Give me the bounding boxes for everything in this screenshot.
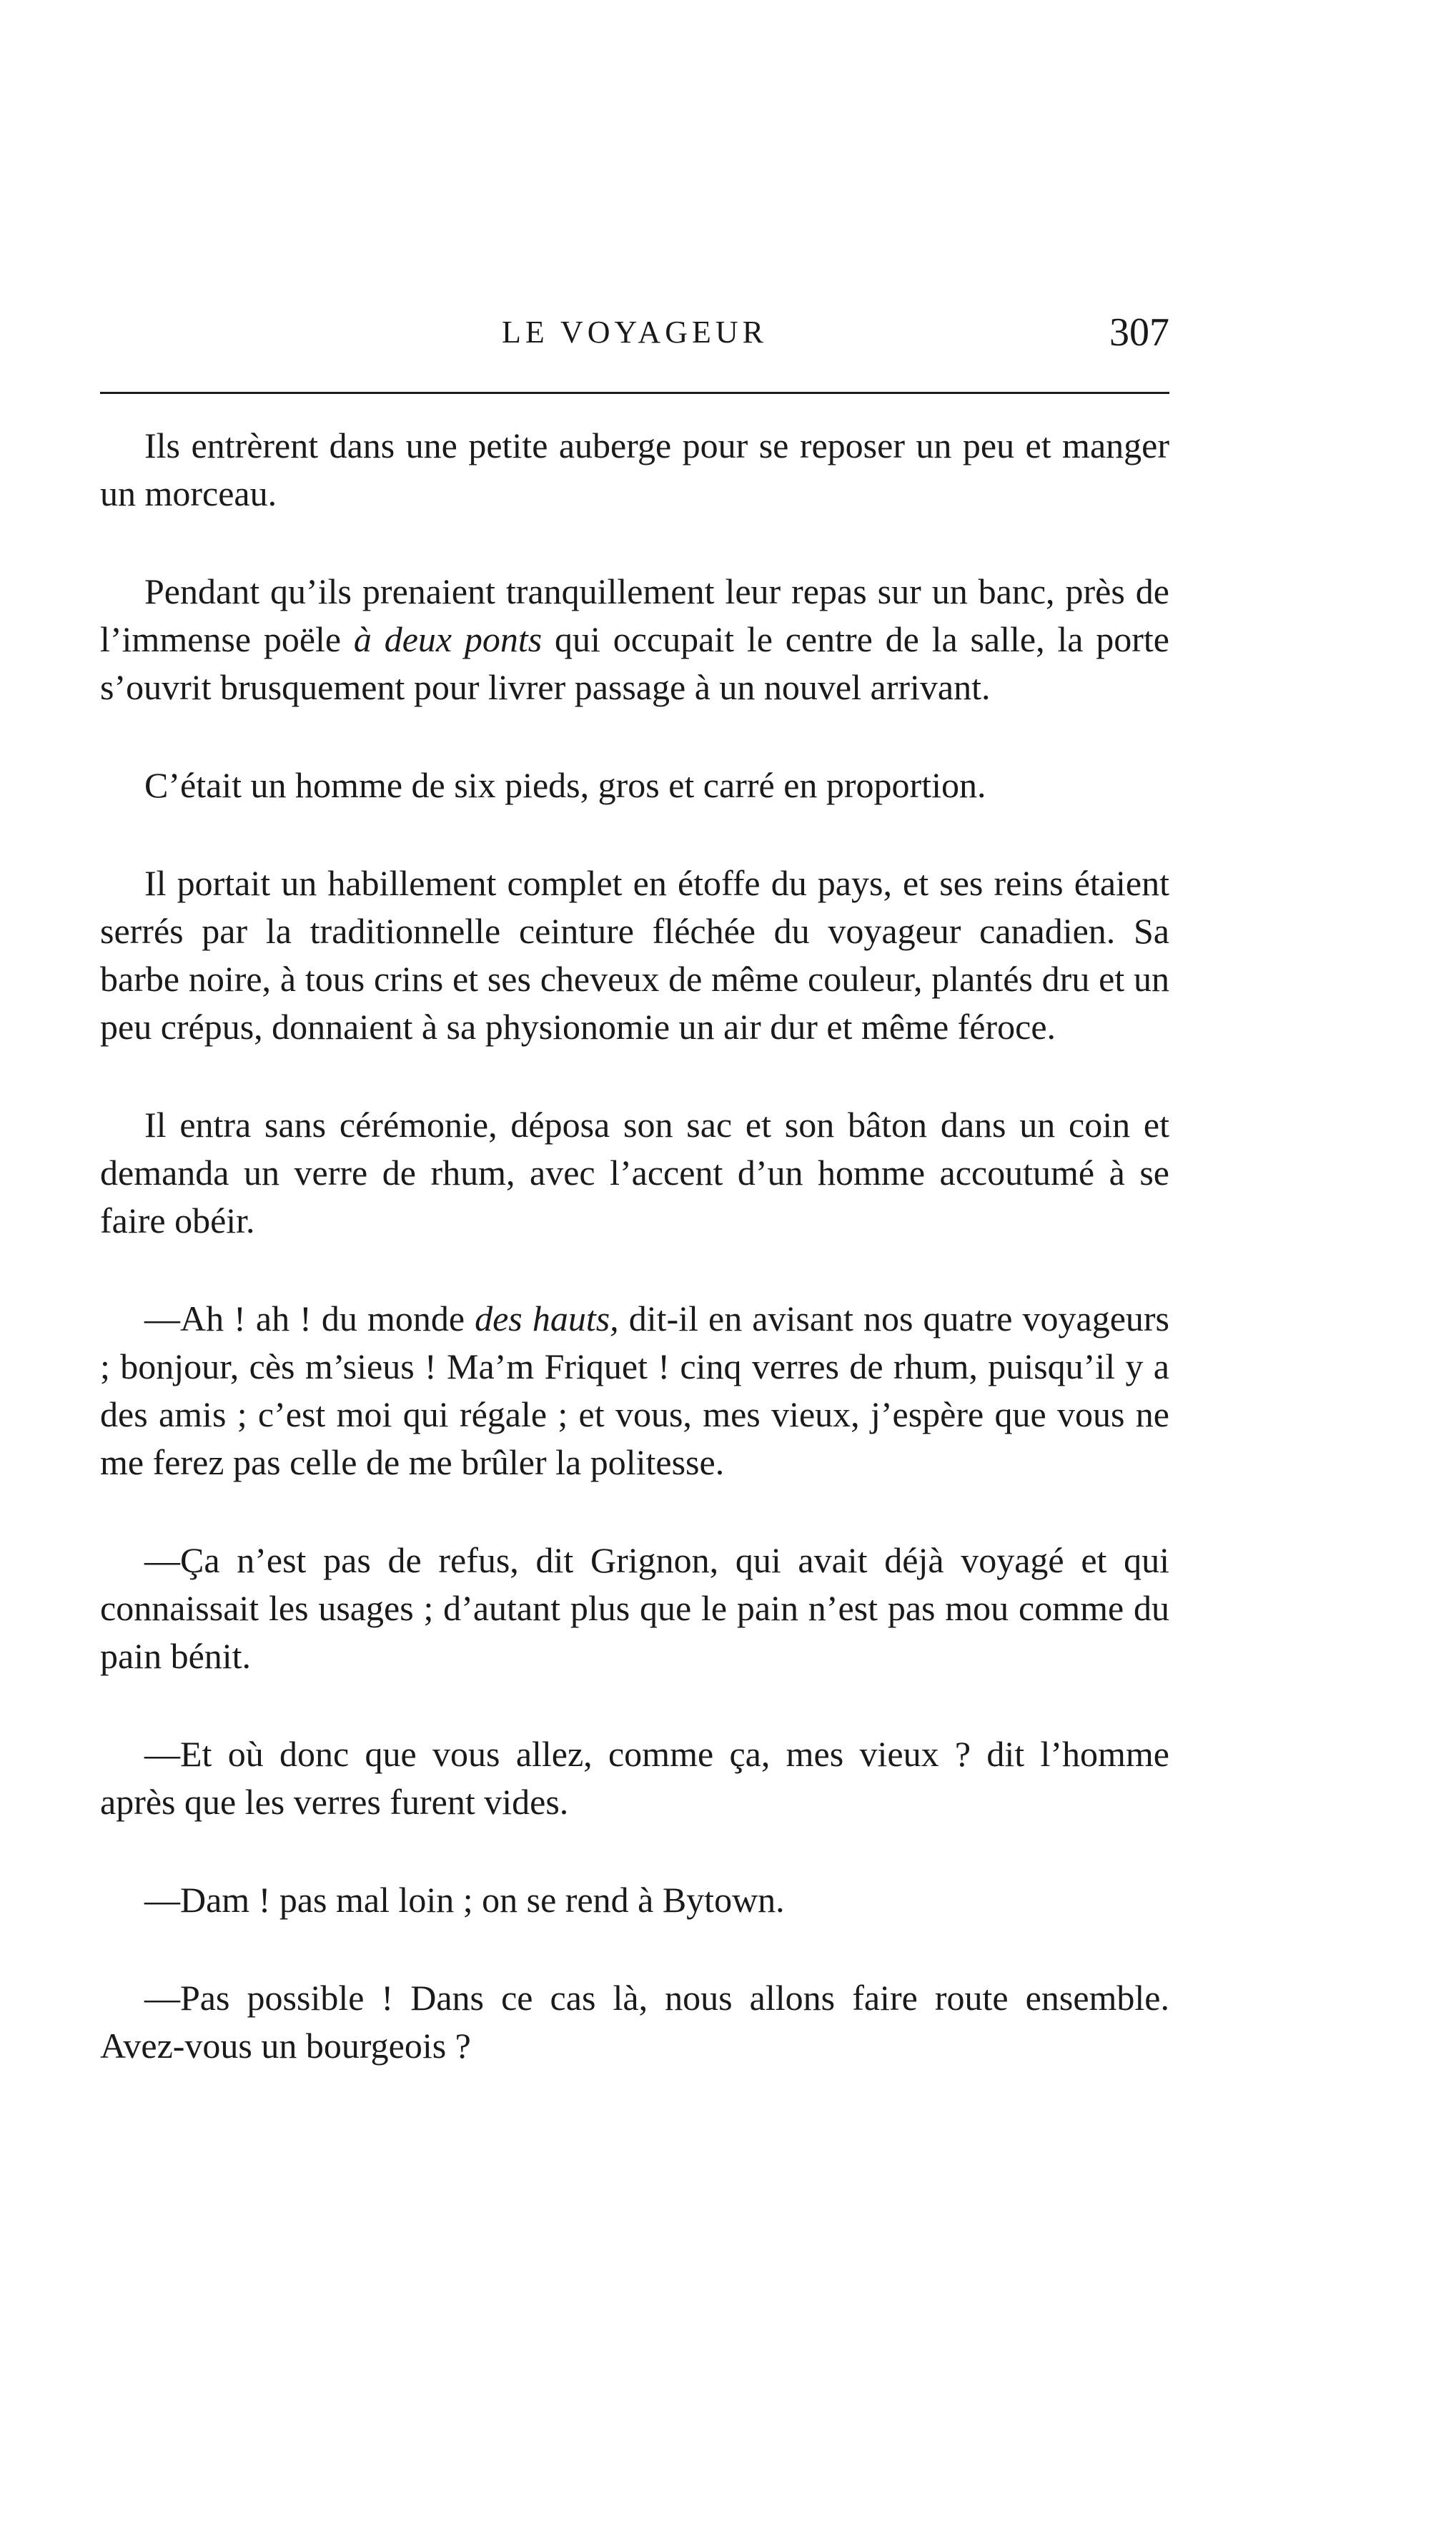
paragraph-2-start: Pendant qu’ils prenaient tranquillement leur repas sur un banc, près de l’immense poële [100, 571, 1169, 659]
paragraph-2-end: qui occupait le centre de la salle, la porte s’ouvrit brusquement pour livrer passage à un nouvel arrivant. [100, 619, 1169, 707]
paragraph-6 [100, 1295, 1169, 1487]
paragraph-2 [100, 568, 1169, 711]
paragraph-10: —Pas possible ! Dans ce cas là, nous allons faire route ensemble. Avez-vous un bourgeois ? [100, 1978, 1169, 2066]
paragraph-8: —Et où donc que vous allez, comme ça, mes vieux ? dit l’homme après que les verres furent vides. [100, 1734, 1169, 1822]
running-title: LE VOYAGEUR [502, 315, 768, 350]
header-rule [100, 392, 1169, 394]
paragraph-6-italic: des hauts, [475, 1298, 619, 1339]
paragraph-2-italic: à deux ponts [353, 619, 543, 659]
paragraph-6-end: dit-il en avisant nos quatre voyageurs ; bonjour, cès m’sieus ! Ma’m Friquet ! cinq verres de rhum, puisqu’il y a des amis ; c’est moi qui régale ; et vous, mes vieux, j’espère que vous ne me ferez pas celle de me brûler la politesse. [100, 1298, 1170, 1482]
body-text [100, 422, 1169, 2120]
paragraph-4: Il portait un habillement complet en étoffe du pays, et ses reins étaient serrés par la traditionnelle ceinture fléchée du voyageur canadien. Sa barbe noire, à tous crins et ses cheveux de même couleur, plantés dru et un peu crépus, donnaient à sa physionomie un air dur et même féroce. [100, 863, 1169, 1047]
paragraph-5: Il entra sans cérémonie, déposa son sac et son bâton dans un coin et demanda un verre de rhum, avec l’accent d’un homme accoutumé à se faire obéir. [100, 1105, 1169, 1241]
paragraph-9: —Dam ! pas mal loin ; on se rend à Bytown. [144, 1880, 785, 1920]
page-header [100, 304, 1169, 361]
paragraph-6-start: —Ah ! ah ! du monde [144, 1298, 475, 1339]
paragraph-3: C’était un homme de six pieds, gros et carré en proportion. [144, 765, 986, 805]
paragraph-1: Ils entrèrent dans une petite auberge pour se reposer un peu et manger un morceau. [100, 425, 1169, 513]
page-number: 307 [1109, 310, 1169, 355]
paragraph-7: —Ça n’est pas de refus, dit Grignon, qui avait déjà voyagé et qui connaissait les usages ; d’autant plus que le pain n’est pas mou comme du pain bénit. [100, 1540, 1169, 1676]
